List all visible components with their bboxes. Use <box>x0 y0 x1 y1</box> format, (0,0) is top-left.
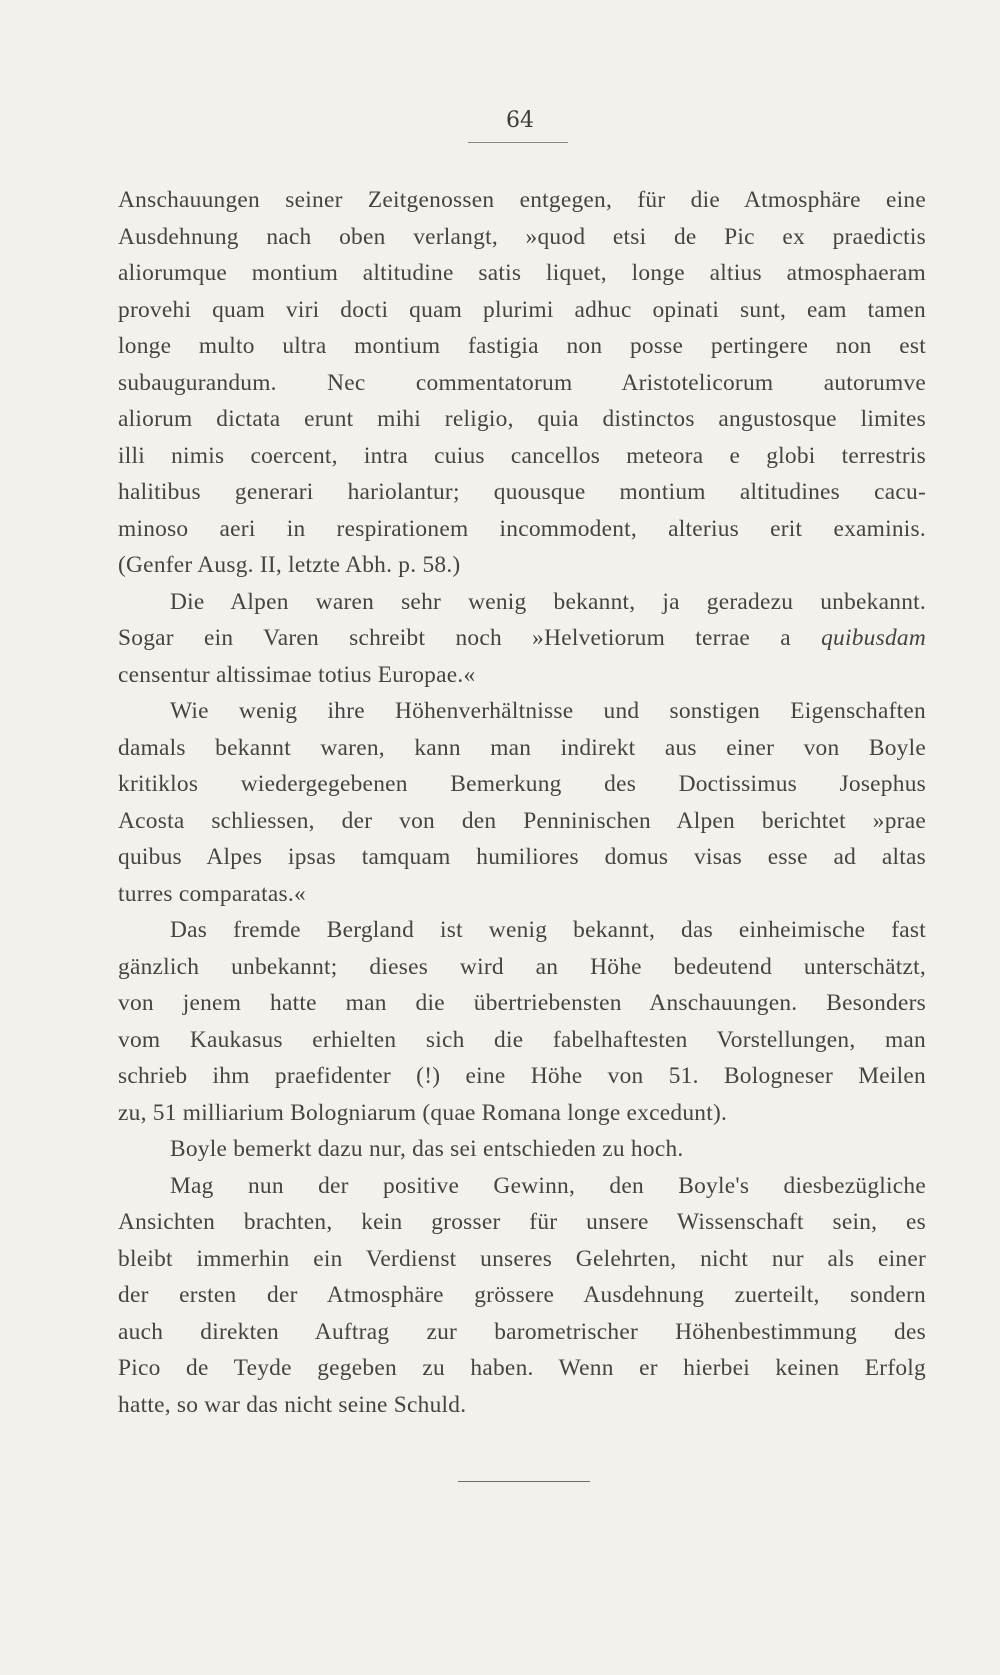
text-line: minoso aeri in respirationem incommodent, alterius erit examinis. <box>118 515 926 542</box>
text-line: provehi quam viri docti quam plurimi adhuc opinati sunt, eam tamen <box>118 296 926 323</box>
text-line: hatte, so war das nicht seine Schuld. <box>118 1391 467 1418</box>
text-line: aliorum dictata erunt mihi religio, quia distinctos angustosque limites <box>118 406 926 432</box>
footer-rule <box>458 1481 590 1482</box>
text-line: turres comparatas.« <box>118 880 306 907</box>
text-line: Mag nun der positive Gewinn, den Boyle's diesbezügliche <box>170 1172 926 1199</box>
text-line: Ausdehnung nach oben verlangt, »quod etsi de Pic ex praedictis <box>118 223 926 250</box>
text-line: der ersten der Atmosphäre grössere Ausdehnung zuerteilt, sondern <box>118 1282 926 1308</box>
text-line: vom Kaukasus erhielten sich die fabelhaftesten Vorstellungen, man <box>118 1026 926 1053</box>
text-line: damals bekannt waren, kann man indirekt aus einer von Boyle <box>118 734 926 761</box>
text-line: Boyle bemerkt dazu nur, das sei entschieden zu hoch. <box>170 1136 684 1162</box>
text-line: illi nimis coercent, intra cuius cancellos meteora e globi terrestris <box>118 442 926 469</box>
text-line: Anschauungen seiner Zeitgenossen entgegen, für die Atmosphäre eine <box>118 187 926 213</box>
page-number: 64 <box>506 108 534 133</box>
body-text <box>118 182 926 1423</box>
text-line: halitibus generari hariolantur; quousque montium altitudines cacu- <box>118 479 926 505</box>
text-line: von jenem hatte man die übertriebensten Anschauungen. Besonders <box>118 990 926 1016</box>
text-line: (Genfer Ausg. II, letzte Abh. p. 58.) <box>118 552 461 578</box>
text-line: auch direkten Auftrag zur barometrischer Höhenbestimmung des <box>118 1318 926 1345</box>
text-line: Acosta schliessen, der von den Penninischen Alpen berichtet »prae <box>118 807 926 834</box>
text-line: gänzlich unbekannt; dieses wird an Höhe bedeutend unterschätzt, <box>118 953 926 980</box>
text-line: quibus Alpes ipsas tamquam humiliores domus visas esse ad altas <box>118 844 926 870</box>
text-line: censentur altissimae totius Europae.« <box>118 661 476 688</box>
text-line: Das fremde Bergland ist wenig bekannt, das einheimische fast <box>170 917 926 943</box>
text-line: longe multo ultra montium fastigia non posse pertingere non est <box>118 333 926 359</box>
text-line-roman: Sogar ein Varen schreibt noch »Helvetiorum terrae a <box>118 625 791 651</box>
text-line: kritiklos wiedergegebenen Bemerkung des Doctissimus Josephus <box>118 771 926 797</box>
text-line: schrieb ihm praefidenter (!) eine Höhe von 51. Bologneser Meilen <box>118 1063 926 1089</box>
text-line: Die Alpen waren sehr wenig bekannt, ja geradezu unbekannt. <box>170 588 926 615</box>
header-rule <box>468 142 568 143</box>
text-line: Ansichten brachten, kein grosser für unsere Wissenschaft sein, es <box>118 1209 926 1235</box>
text-line <box>118 620 926 657</box>
italic-word: quibusdam <box>821 625 926 651</box>
text-line: Pico de Teyde gegeben zu haben. Wenn er hierbei keinen Erfolg <box>118 1355 926 1381</box>
text-line: zu, 51 milliarium Bologniarum (quae Romana longe excedunt). <box>118 1099 728 1126</box>
text-line: Wie wenig ihre Höhenverhältnisse und sonstigen Eigenschaften <box>170 698 926 724</box>
text-line: subaugurandum. Nec commentatorum Aristotelicorum autorumve <box>118 369 926 396</box>
text-line: bleibt immerhin ein Verdienst unseres Gelehrten, nicht nur als einer <box>118 1245 926 1272</box>
text-line: aliorumque montium altitudine satis liquet, longe altius atmosphaeram <box>118 260 926 286</box>
